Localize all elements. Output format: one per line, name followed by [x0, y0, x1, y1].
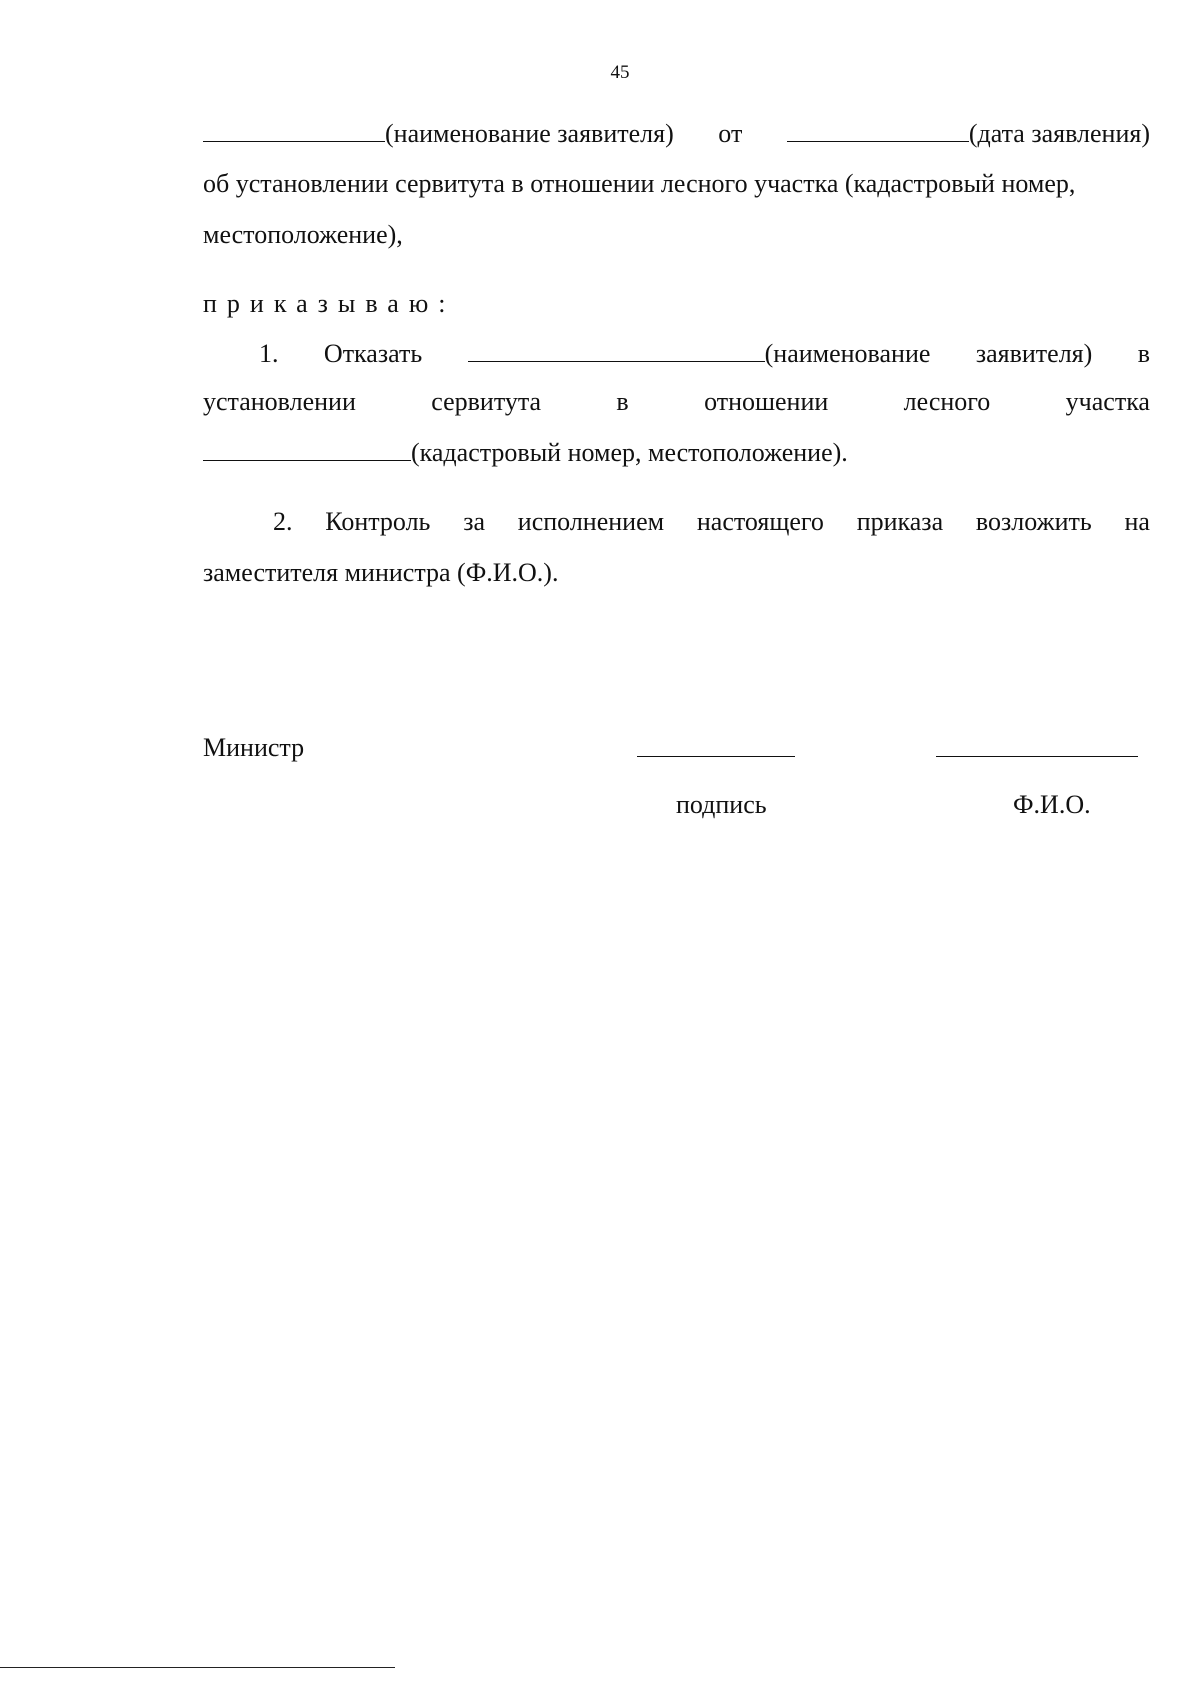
intro-applicant-group: [203, 118, 674, 150]
item1-line-3: [203, 437, 1150, 469]
item1-line-3-text: (кадастровый номер, местоположение).: [411, 438, 848, 467]
item2-word: Контроль: [325, 507, 431, 536]
intro-line-1: [203, 118, 1150, 150]
applicant-label: (наименование заявителя): [385, 119, 674, 148]
signature-caption: подпись: [676, 790, 767, 819]
signature-line: [637, 756, 795, 757]
item2-word: настоящего: [696, 507, 824, 536]
item2-word: за: [463, 507, 486, 536]
cadastral-blank: [203, 438, 411, 461]
item1-applicant-group: [468, 338, 931, 370]
order-word: приказываю:: [203, 289, 456, 318]
intro-line-2-text: об установлении сервитута в отношении лесного участка (кадастровый номер,: [203, 169, 1076, 198]
date-label: (дата заявления): [968, 119, 1150, 148]
intro-line-2: [203, 168, 1150, 200]
page-number: 45: [610, 62, 630, 83]
intro-date-group: [787, 118, 1150, 150]
item2-word: приказа: [856, 507, 944, 536]
item2-word: на: [1124, 507, 1150, 536]
item1-word: участка: [1065, 387, 1150, 416]
item2-word: исполнением: [517, 507, 665, 536]
item1-in-word: в: [1137, 339, 1150, 368]
item1-word: установлении: [203, 387, 356, 416]
item1-word: в: [616, 387, 629, 416]
name-line: [936, 756, 1138, 757]
item2-word: возложить: [975, 507, 1092, 536]
item1-word: сервитута: [431, 387, 542, 416]
item2-line-2: заместителя министра (Ф.И.О.).: [203, 558, 559, 587]
item2-line-1: [203, 506, 1150, 538]
footnote-separator: [0, 1667, 395, 1668]
item2-word: 2.: [273, 507, 293, 536]
item1-number: 1.: [259, 339, 279, 368]
item1-word: отношении: [704, 387, 829, 416]
item1-line-1: [203, 338, 1150, 370]
item1-word: лесного: [903, 387, 991, 416]
name-caption: Ф.И.О.: [1013, 790, 1091, 819]
applicant-blank: [203, 119, 385, 142]
intro-line-3: местоположение),: [203, 220, 403, 249]
item1-applicant-label: (наименование: [764, 339, 931, 368]
item1-applicant-label-2: заявителя): [975, 339, 1093, 368]
date-blank: [787, 119, 969, 142]
item1-applicant-blank: [468, 339, 765, 362]
from-word: от: [718, 119, 743, 148]
signature-role: Министр: [203, 733, 305, 762]
item1-line-2: [203, 386, 1150, 418]
item1-refuse-word: Отказать: [323, 339, 423, 368]
